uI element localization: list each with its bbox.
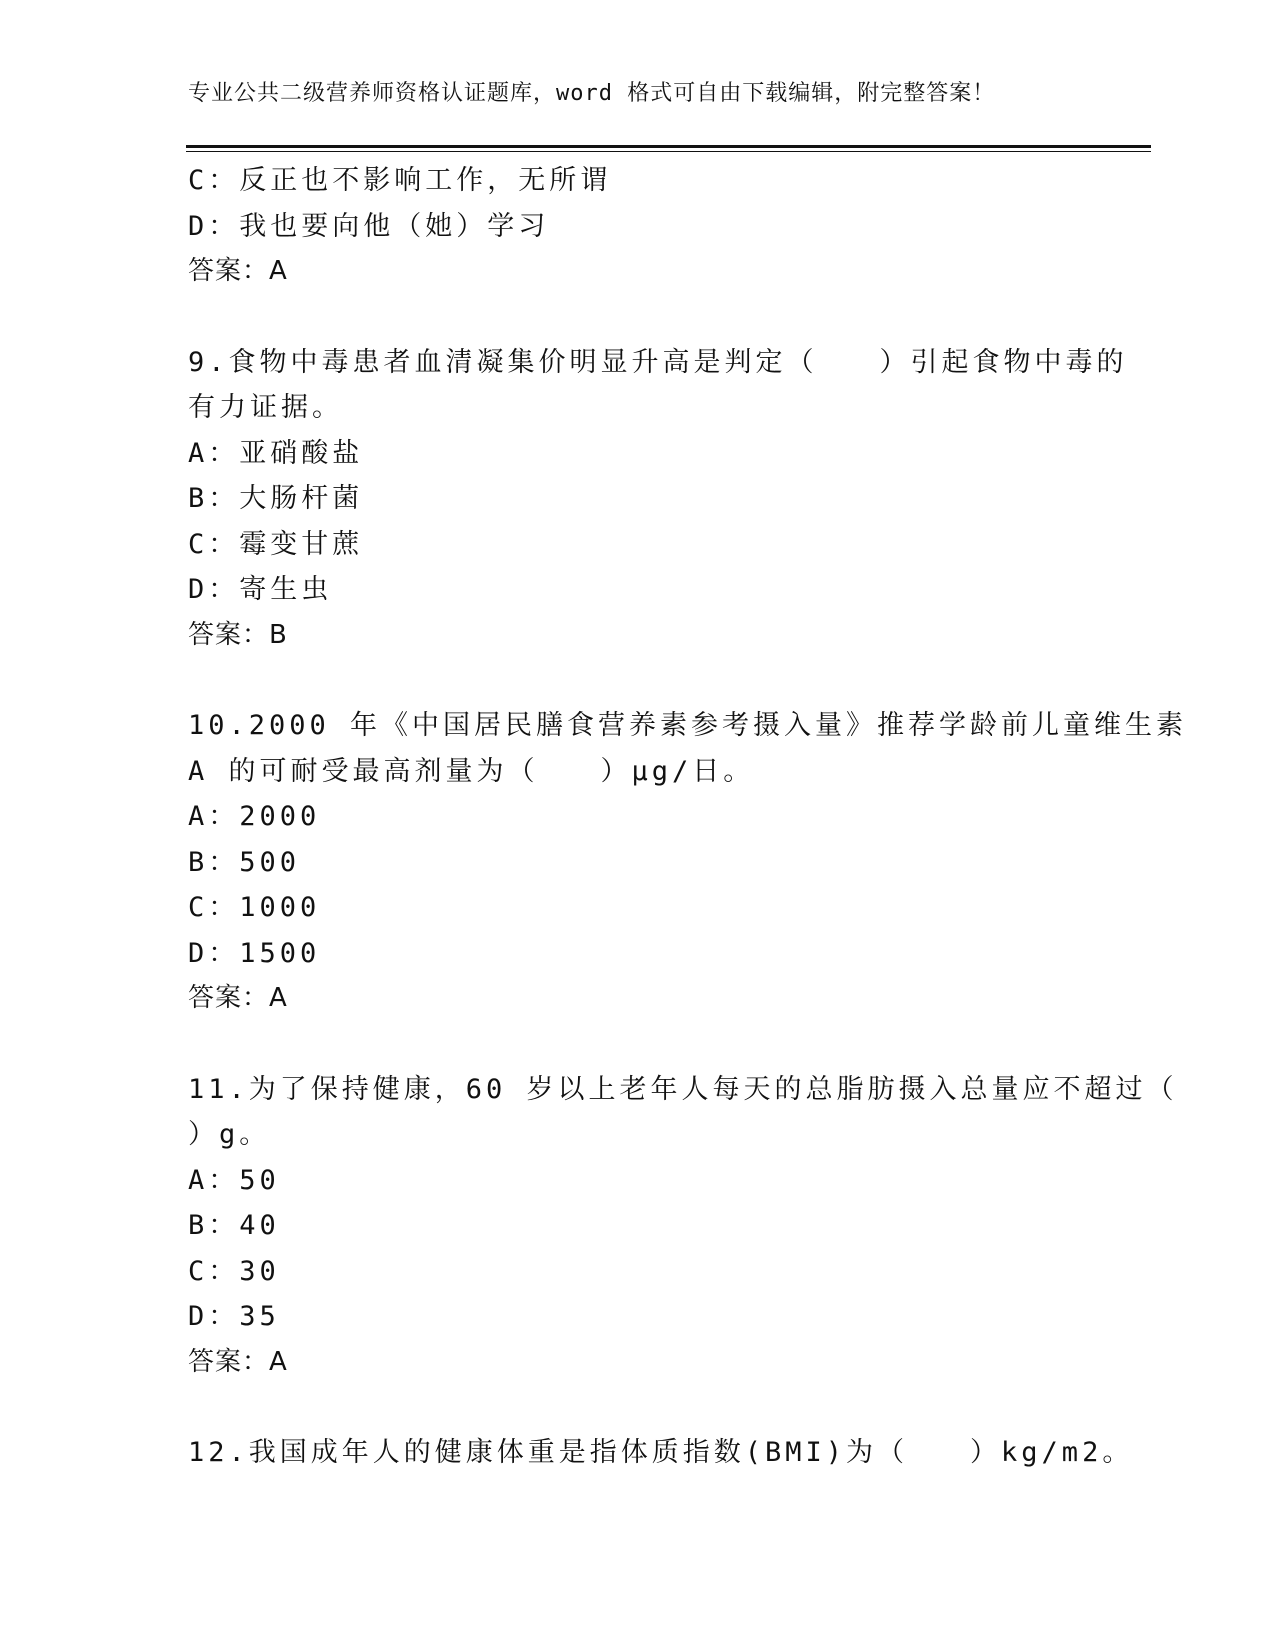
q11-option-a: A：50: [188, 1164, 280, 1196]
page-header: 专业公共二级营养师资格认证题库，word 格式可自由下载编辑，附完整答案！: [188, 81, 996, 106]
spacer: [188, 295, 1088, 340]
q11-stem-line-1: 11.为了保持健康，60 岁以上老年人每天的总脂肪摄入总量应不超过（: [188, 1073, 1178, 1105]
q9-answer: 答案：B: [188, 619, 288, 650]
q11-stem-line-2: ）g。: [188, 1119, 271, 1150]
question-11: [188, 1067, 1178, 1386]
q10-stem-line-1: 10.2000 年《中国居民膳食营养素参考摄入量》推荐学龄前儿童维生素: [188, 710, 1188, 741]
q11-option-b: B：40: [188, 1210, 280, 1241]
q12-stem-line-1: 12.我国成年人的健康体重是指体质指数(BMI)为（ ）kg/m2。: [188, 1437, 1134, 1468]
spacer: [188, 1022, 1088, 1067]
q8-answer: 答案：A: [188, 256, 288, 286]
question-10: [188, 703, 1188, 1022]
q8-option-c: C：反正也不影响工作，无所谓: [188, 165, 612, 196]
q9-option-b: B：大肠杆菌: [188, 483, 364, 514]
q10-option-d: D：1500: [188, 937, 321, 969]
question-12: [188, 1430, 1134, 1476]
q9-stem-line-1: 9.食物中毒患者血清凝集价明显升高是判定（ ）引起食物中毒的: [188, 346, 1128, 378]
q10-answer: 答案：A: [188, 983, 288, 1013]
spacer: [188, 658, 1088, 703]
q10-option-a: A：2000: [188, 801, 321, 832]
q10-option-b: B：500: [188, 846, 301, 878]
question-content: [188, 158, 1188, 1476]
question-9: [188, 340, 1128, 659]
q11-answer: 答案：A: [188, 1346, 288, 1377]
q10-option-c: C：1000: [188, 892, 321, 923]
q9-stem-line-2: 有力证据。: [188, 392, 343, 423]
q8-option-d: D：我也要向他（她）学习: [188, 210, 550, 242]
header-rule-thin: [186, 151, 1151, 152]
question-8: [188, 158, 1088, 295]
q9-option-d: D：寄生虫: [188, 574, 333, 605]
q11-option-d: D：35: [188, 1301, 280, 1332]
q9-option-a: A：亚硝酸盐: [188, 437, 364, 469]
q10-stem-line-2: A 的可耐受最高剂量为（ ）μg/日。: [188, 755, 755, 787]
q11-option-c: C：30: [188, 1255, 280, 1287]
q9-option-c: C：霉变甘蔗: [188, 528, 364, 560]
header-rule-thick: [186, 145, 1151, 148]
spacer: [188, 1385, 1088, 1430]
